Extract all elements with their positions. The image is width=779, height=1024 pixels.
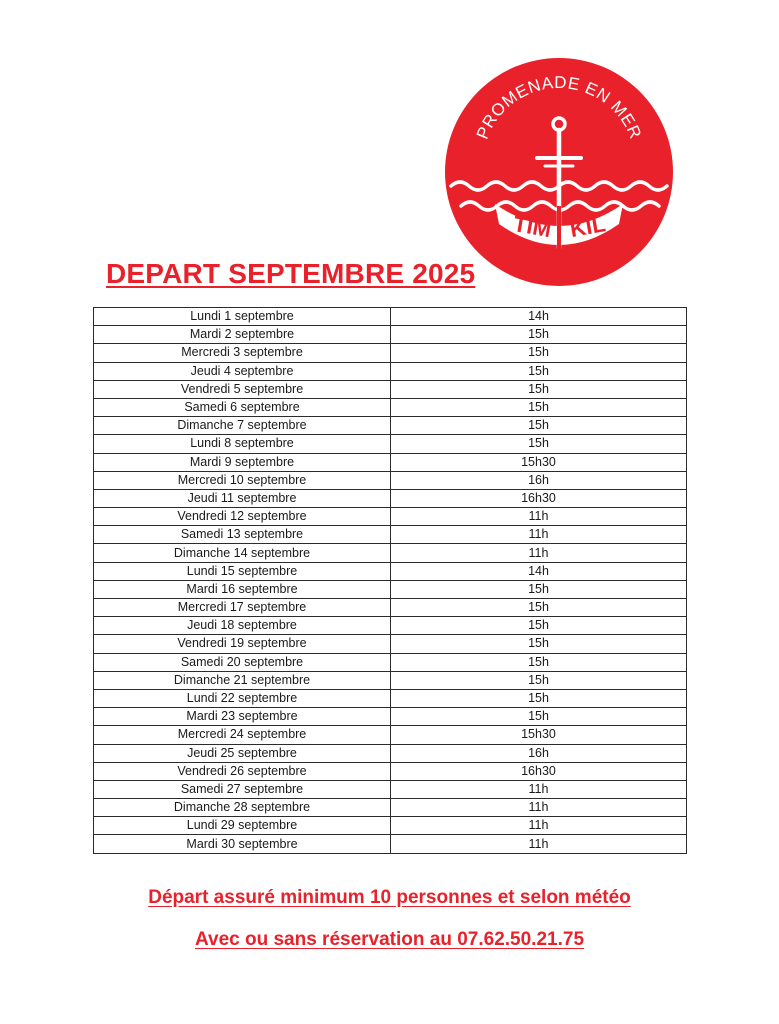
time-cell: 16h [391, 744, 687, 762]
time-cell: 15h [391, 653, 687, 671]
minimum-note: Départ assuré minimum 10 personnes et selon météo [148, 887, 631, 908]
day-cell: Mercredi 10 septembre [94, 471, 391, 489]
table-row [94, 471, 687, 489]
day-cell: Dimanche 14 septembre [94, 544, 391, 562]
day-cell: Lundi 22 septembre [94, 689, 391, 707]
time-cell: 15h [391, 635, 687, 653]
time-cell: 14h [391, 562, 687, 580]
day-cell: Lundi 1 septembre [94, 308, 391, 326]
table-row [94, 744, 687, 762]
day-cell: Lundi 29 septembre [94, 817, 391, 835]
day-cell: Dimanche 7 septembre [94, 417, 391, 435]
time-cell: 15h [391, 344, 687, 362]
time-cell: 15h [391, 671, 687, 689]
reservation-note: Avec ou sans réservation au 07.62.50.21.75 [194, 929, 585, 950]
logo-name-left: TIM [511, 211, 554, 243]
day-cell: Mardi 23 septembre [94, 708, 391, 726]
table-row [94, 671, 687, 689]
table-row [94, 708, 687, 726]
table-row [94, 544, 687, 562]
day-cell: Mardi 2 septembre [94, 326, 391, 344]
time-cell: 15h [391, 617, 687, 635]
time-cell: 15h [391, 380, 687, 398]
day-cell: Samedi 13 septembre [94, 526, 391, 544]
time-cell: 15h [391, 580, 687, 598]
day-cell: Mercredi 17 septembre [94, 599, 391, 617]
logo-name-right: KIL [568, 211, 608, 243]
table-row [94, 780, 687, 798]
table-row [94, 344, 687, 362]
table-row [94, 453, 687, 471]
day-cell: Mercredi 24 septembre [94, 726, 391, 744]
time-cell: 15h [391, 599, 687, 617]
timkil-logo [443, 56, 675, 288]
time-cell: 15h [391, 708, 687, 726]
table-row [94, 526, 687, 544]
table-row [94, 580, 687, 598]
day-cell: Vendredi 5 septembre [94, 380, 391, 398]
time-cell: 15h [391, 326, 687, 344]
table-row [94, 835, 687, 853]
table-row [94, 762, 687, 780]
time-cell: 16h30 [391, 762, 687, 780]
time-cell: 15h [391, 417, 687, 435]
schedule-table [93, 307, 687, 854]
time-cell: 11h [391, 835, 687, 853]
table-row [94, 562, 687, 580]
day-cell: Samedi 20 septembre [94, 653, 391, 671]
day-cell: Vendredi 26 septembre [94, 762, 391, 780]
time-cell: 11h [391, 799, 687, 817]
table-row [94, 326, 687, 344]
time-cell: 15h [391, 435, 687, 453]
day-cell: Mercredi 3 septembre [94, 344, 391, 362]
time-cell: 11h [391, 508, 687, 526]
day-cell: Jeudi 25 septembre [94, 744, 391, 762]
table-row [94, 689, 687, 707]
table-row [94, 417, 687, 435]
day-cell: Lundi 8 septembre [94, 435, 391, 453]
time-cell: 14h [391, 308, 687, 326]
table-row [94, 380, 687, 398]
time-cell: 15h30 [391, 453, 687, 471]
day-cell: Mardi 16 septembre [94, 580, 391, 598]
logo-graphic [443, 56, 675, 288]
table-row [94, 799, 687, 817]
day-cell: Mardi 30 septembre [94, 835, 391, 853]
day-cell: Vendredi 12 septembre [94, 508, 391, 526]
table-row [94, 635, 687, 653]
time-cell: 15h [391, 362, 687, 380]
table-row [94, 653, 687, 671]
table-row [94, 599, 687, 617]
schedule-body [94, 308, 687, 854]
day-cell: Jeudi 11 septembre [94, 489, 391, 507]
table-row [94, 508, 687, 526]
day-cell: Samedi 27 septembre [94, 780, 391, 798]
table-row [94, 817, 687, 835]
day-cell: Lundi 15 septembre [94, 562, 391, 580]
day-cell: Mardi 9 septembre [94, 453, 391, 471]
logo-arc-text: PROMENADE EN MER [472, 72, 646, 142]
time-cell: 11h [391, 780, 687, 798]
table-row [94, 617, 687, 635]
table-row [94, 726, 687, 744]
table-row [94, 362, 687, 380]
day-cell: Dimanche 28 septembre [94, 799, 391, 817]
time-cell: 11h [391, 544, 687, 562]
page-title: DEPART SEPTEMBRE 2025 [106, 258, 476, 289]
day-cell: Dimanche 21 septembre [94, 671, 391, 689]
time-cell: 11h [391, 817, 687, 835]
day-cell: Samedi 6 septembre [94, 398, 391, 416]
table-row [94, 308, 687, 326]
time-cell: 16h30 [391, 489, 687, 507]
day-cell: Jeudi 18 septembre [94, 617, 391, 635]
time-cell: 11h [391, 526, 687, 544]
time-cell: 15h [391, 398, 687, 416]
time-cell: 15h30 [391, 726, 687, 744]
table-row [94, 435, 687, 453]
day-cell: Vendredi 19 septembre [94, 635, 391, 653]
table-row [94, 489, 687, 507]
day-cell: Jeudi 4 septembre [94, 362, 391, 380]
time-cell: 15h [391, 689, 687, 707]
table-row [94, 398, 687, 416]
time-cell: 16h [391, 471, 687, 489]
